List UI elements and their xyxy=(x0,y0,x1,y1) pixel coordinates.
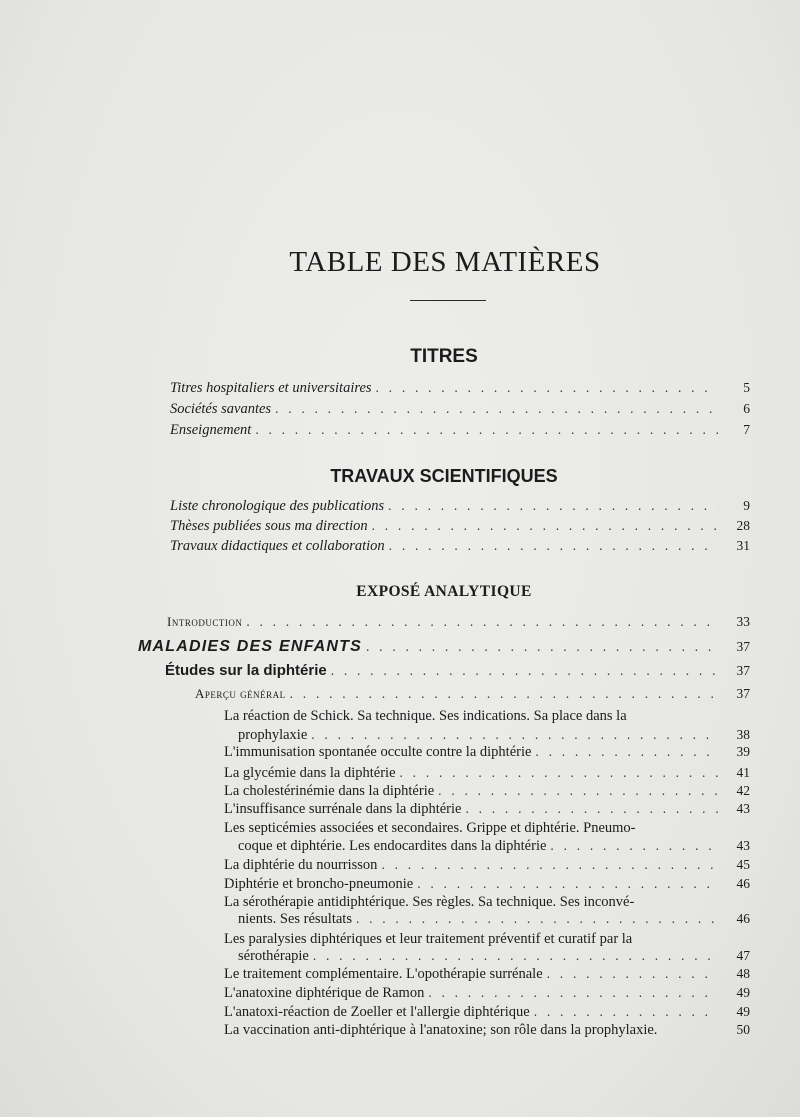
toc-entry-page: 48 xyxy=(736,966,750,981)
toc-entry-label: prophylaxie xyxy=(238,727,308,743)
leader-dots xyxy=(535,744,718,760)
leader-dots xyxy=(465,801,718,817)
toc-entry-page: 33 xyxy=(736,614,750,629)
toc-entry-line1: La sérothérapie antidiphtérique. Ses règles. Sa technique. Ses inconvé- xyxy=(224,894,635,910)
toc-entry-page: 45 xyxy=(736,857,750,872)
toc-entry-page: 31 xyxy=(736,538,750,553)
toc-entry-label: La diphtérie du nourrisson xyxy=(224,857,378,873)
toc-entry-line1: Les paralysies diphtériques et leur traitement préventif et curatif par la xyxy=(224,931,633,947)
toc-entry-label: La vaccination anti-diphtérique à l'anatoxine; son rôle dans la prophylaxie. xyxy=(224,1022,658,1038)
toc-entry-page: 46 xyxy=(736,911,750,926)
toc-entry-page: 9 xyxy=(743,498,750,513)
leader-dots xyxy=(428,985,718,1001)
toc-entry-label: Travaux didactiques et collaboration xyxy=(170,538,385,554)
leader-dots xyxy=(311,727,718,743)
leader-dots xyxy=(389,538,718,554)
leader-dots xyxy=(547,966,718,982)
toc-entry-introduction xyxy=(167,614,750,636)
leader-dots xyxy=(388,498,718,514)
toc-entry-label: L'immunisation spontanée occulte contre la diphtérie xyxy=(224,744,532,760)
section-heading-expose: EXPOSÉ ANALYTIQUE xyxy=(356,583,532,600)
toc-entry-page: 7 xyxy=(743,422,750,437)
toc-entry-line1: Les septicémies associées et secondaires. Grippe et diphtérie. Pneumo- xyxy=(224,820,636,836)
toc-entry-page: 47 xyxy=(736,948,750,963)
toc-entry-page: 41 xyxy=(736,765,750,780)
leader-dots xyxy=(417,876,718,892)
toc-entry-label: Introduction xyxy=(167,614,243,629)
toc-entry-page: 50 xyxy=(736,1022,750,1037)
leader-dots xyxy=(381,857,718,873)
leader-dots xyxy=(331,663,718,679)
toc-entry-label: Sociétés savantes xyxy=(170,401,272,417)
leader-dots xyxy=(438,783,718,799)
leader-dots xyxy=(255,422,718,438)
toc-entry-label: La cholestérinémie dans la diphtérie xyxy=(224,783,435,799)
section-heading-travaux: TRAVAUX SCIENTIFIQUES xyxy=(330,466,558,486)
toc-entry-page: 49 xyxy=(736,1004,750,1019)
toc-entry-label: Diphtérie et broncho-pneumonie xyxy=(224,876,414,892)
toc-entry xyxy=(170,380,750,402)
toc-entry-label: sérothérapie xyxy=(238,948,309,964)
toc-entry-label: L'anatoxi-réaction de Zoeller et l'allergie diphtérique xyxy=(224,1004,530,1020)
toc-entry-label: Thèses publiées sous ma direction xyxy=(170,518,368,534)
toc-entry-etudes xyxy=(165,662,750,684)
leader-dots xyxy=(372,518,718,534)
toc-entry-label: nients. Ses résultats xyxy=(238,911,352,927)
toc-entry-page: 43 xyxy=(736,838,750,853)
toc-entry xyxy=(170,498,750,520)
section-heading-titres: TITRES xyxy=(410,346,478,367)
toc-entry-maladies xyxy=(138,638,750,660)
toc-entry xyxy=(224,744,750,766)
toc-entry-page: 6 xyxy=(743,401,750,416)
toc-entry-page: 46 xyxy=(736,876,750,891)
toc-entry xyxy=(238,911,750,933)
toc-entry-label: MALADIES DES ENFANTS xyxy=(138,638,363,655)
title-rule xyxy=(410,300,486,301)
toc-entry-label: L'anatoxine diphtérique de Ramon xyxy=(224,985,425,1001)
toc-entry-page: 28 xyxy=(736,518,750,533)
toc-entry-page: 37 xyxy=(736,639,750,654)
toc-entry-page: 49 xyxy=(736,985,750,1000)
toc-entry-page: 43 xyxy=(736,801,750,816)
toc-entry-label: Aperçu général xyxy=(195,686,286,701)
toc-entry-label: L'insuffisance surrénale dans la diphtérie xyxy=(224,801,462,817)
toc-entry-label: Enseignement xyxy=(170,422,252,438)
leader-dots xyxy=(275,401,718,417)
toc-entry xyxy=(224,1022,750,1044)
toc-entry-label: Le traitement complémentaire. L'opothérapie surrénale xyxy=(224,966,543,982)
toc-entry-line1: La réaction de Schick. Sa technique. Ses indications. Sa place dans la xyxy=(224,708,627,724)
toc-entry-label: Études sur la diphtérie xyxy=(165,662,327,679)
toc-entry xyxy=(170,422,750,444)
page-title: TABLE DES MATIÈRES xyxy=(289,246,601,278)
toc-entry xyxy=(170,538,750,560)
toc-entry-page: 37 xyxy=(736,663,750,678)
leader-dots xyxy=(534,1004,718,1020)
leader-dots xyxy=(290,686,718,702)
toc-entry-page: 38 xyxy=(736,727,750,742)
toc-entry-page: 39 xyxy=(736,744,750,759)
leader-dots xyxy=(246,614,718,630)
toc-entry-page: 42 xyxy=(736,783,750,798)
leader-dots xyxy=(550,838,718,854)
toc-entry-label: coque et diphtérie. Les endocardites dans la diphtérie xyxy=(238,838,547,854)
toc-entry-label: Liste chronologique des publications xyxy=(170,498,385,514)
toc-entry xyxy=(170,401,750,423)
leader-dots xyxy=(366,639,718,655)
toc-entry-page: 5 xyxy=(743,380,750,395)
leader-dots xyxy=(400,765,718,781)
leader-dots xyxy=(313,948,718,964)
toc-entry-apercu xyxy=(195,686,750,708)
toc-entry-page: 37 xyxy=(736,686,750,701)
toc-entry xyxy=(170,518,750,540)
leader-dots xyxy=(376,380,718,396)
toc-entry-label: Titres hospitaliers et universitaires xyxy=(170,380,372,396)
toc-entry-label: La glycémie dans la diphtérie xyxy=(224,765,396,781)
leader-dots xyxy=(356,911,718,927)
